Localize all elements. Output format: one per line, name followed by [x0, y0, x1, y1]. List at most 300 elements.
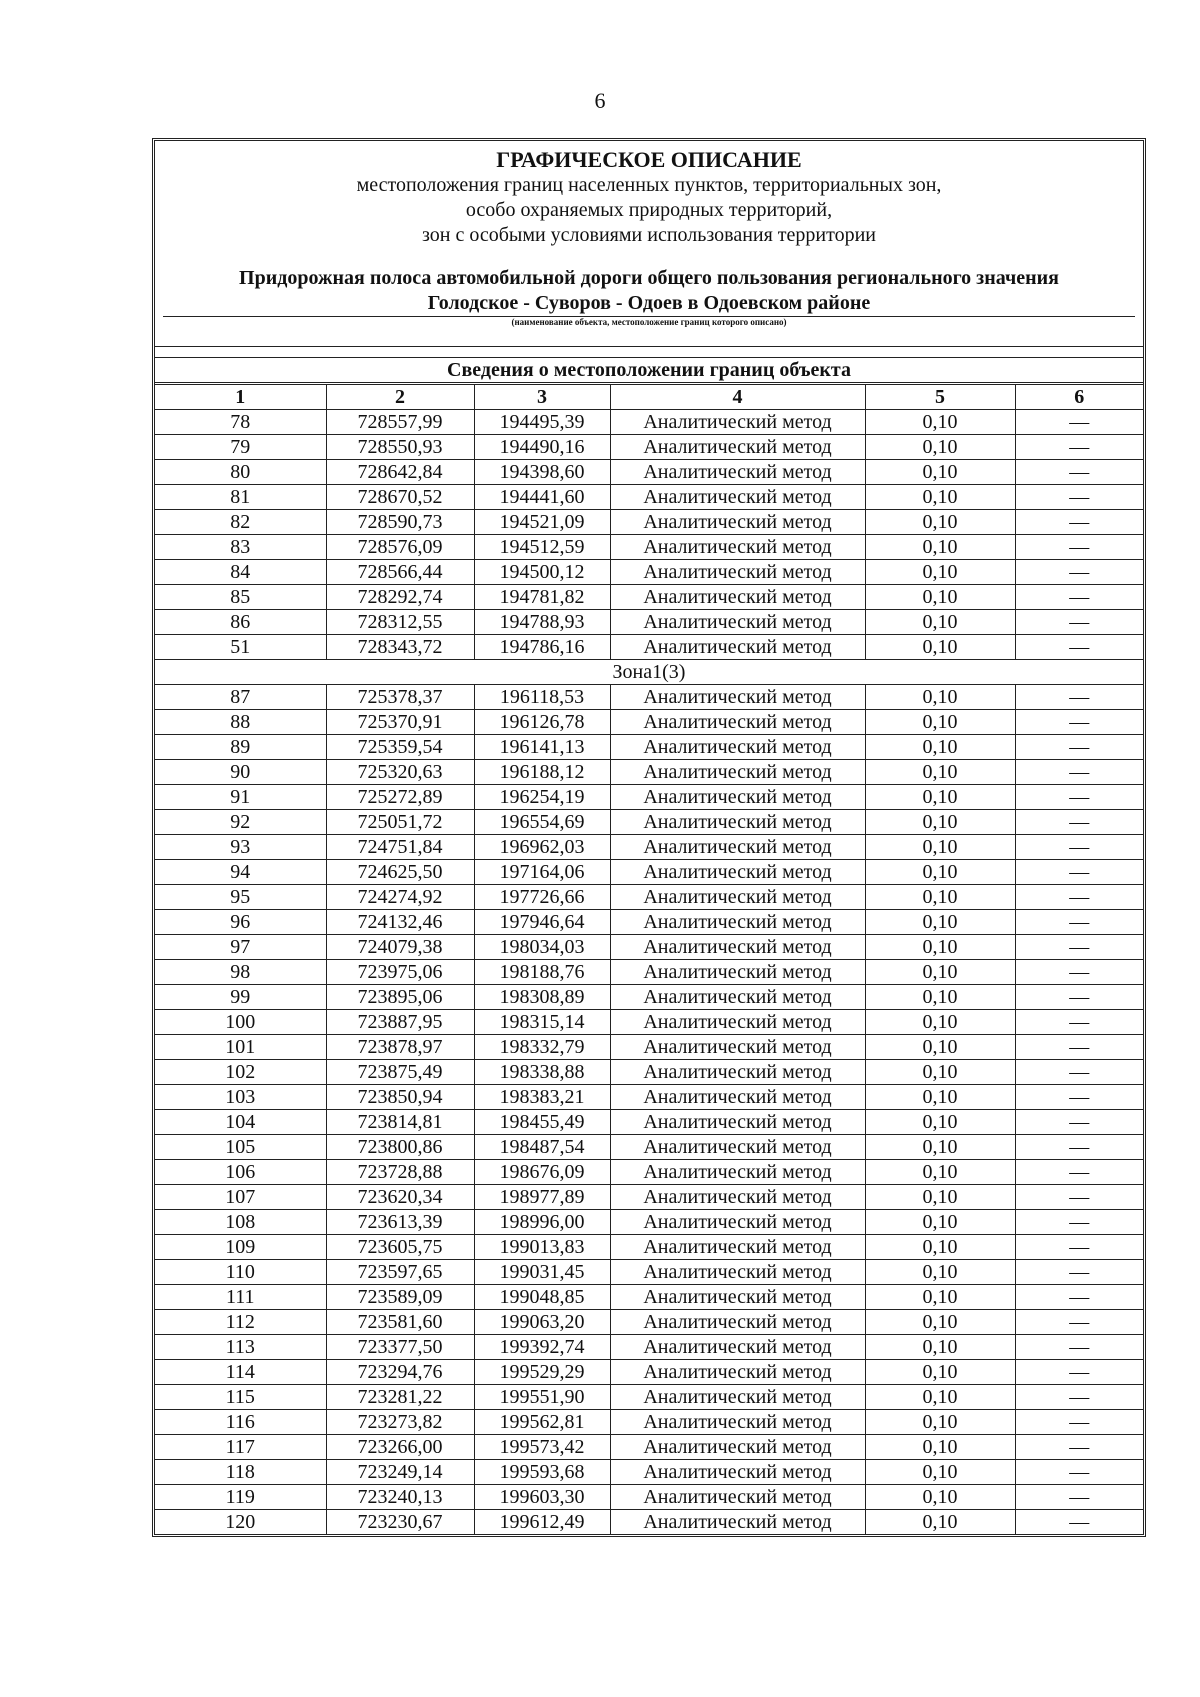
method-cell: Аналитический метод: [610, 585, 865, 610]
x-coordinate-cell: 728576,09: [326, 535, 474, 560]
subtitle-line-3: зон с особыми условиями использования территории: [421, 224, 877, 246]
table-row: [155, 585, 1143, 610]
method-cell: Аналитический метод: [610, 1110, 865, 1135]
description-cell: —: [1015, 1335, 1143, 1360]
description-cell: —: [1015, 435, 1143, 460]
method-cell: Аналитический метод: [610, 885, 865, 910]
description-cell: —: [1015, 560, 1143, 585]
method-cell: Аналитический метод: [610, 1410, 865, 1435]
x-coordinate-cell: 725051,72: [326, 810, 474, 835]
point-number-cell: 81: [155, 485, 326, 510]
point-number-cell: 85: [155, 585, 326, 610]
description-cell: —: [1015, 1060, 1143, 1085]
x-coordinate-cell: 728343,72: [326, 635, 474, 660]
method-cell: Аналитический метод: [610, 1310, 865, 1335]
method-cell: Аналитический метод: [610, 835, 865, 860]
y-coordinate-cell: 194781,82: [474, 585, 610, 610]
table-row: [155, 1485, 1143, 1510]
x-coordinate-cell: 723249,14: [326, 1460, 474, 1485]
y-coordinate-cell: 199562,81: [474, 1410, 610, 1435]
description-cell: —: [1015, 810, 1143, 835]
y-coordinate-cell: 196118,53: [474, 685, 610, 710]
y-coordinate-cell: 198487,54: [474, 1135, 610, 1160]
method-cell: Аналитический метод: [610, 1060, 865, 1085]
accuracy-cell: 0,10: [865, 810, 1015, 835]
point-number-cell: 115: [155, 1385, 326, 1410]
description-cell: —: [1015, 610, 1143, 635]
table-row: [155, 1185, 1143, 1210]
method-cell: Аналитический метод: [610, 1460, 865, 1485]
description-cell: —: [1015, 1235, 1143, 1260]
column-number-row: [155, 385, 1143, 410]
point-number-cell: 107: [155, 1185, 326, 1210]
method-cell: Аналитический метод: [610, 985, 865, 1010]
point-number-cell: 87: [155, 685, 326, 710]
description-cell: —: [1015, 935, 1143, 960]
point-number-cell: 111: [155, 1285, 326, 1310]
table-row: [155, 910, 1143, 935]
method-cell: Аналитический метод: [610, 735, 865, 760]
table-row: [155, 510, 1143, 535]
accuracy-cell: 0,10: [865, 510, 1015, 535]
x-coordinate-cell: 728642,84: [326, 460, 474, 485]
x-coordinate-cell: 723875,49: [326, 1060, 474, 1085]
column-number: 3: [474, 385, 610, 410]
description-cell: —: [1015, 1185, 1143, 1210]
accuracy-cell: 0,10: [865, 1410, 1015, 1435]
section-title: Сведения о местоположении границ объекта: [155, 357, 1143, 385]
table-row: [155, 1160, 1143, 1185]
accuracy-cell: 0,10: [865, 1285, 1015, 1310]
point-number-cell: 110: [155, 1260, 326, 1285]
document-header: [155, 147, 1143, 347]
column-number: 6: [1015, 385, 1143, 410]
description-cell: —: [1015, 1010, 1143, 1035]
point-number-cell: 100: [155, 1010, 326, 1035]
method-cell: Аналитический метод: [610, 460, 865, 485]
description-cell: —: [1015, 1510, 1143, 1535]
method-cell: Аналитический метод: [610, 760, 865, 785]
point-number-cell: 97: [155, 935, 326, 960]
x-coordinate-cell: 723895,06: [326, 985, 474, 1010]
description-cell: —: [1015, 960, 1143, 985]
point-number-cell: 94: [155, 860, 326, 885]
y-coordinate-cell: 199063,20: [474, 1310, 610, 1335]
point-number-cell: 86: [155, 610, 326, 635]
coordinates-table: [155, 385, 1143, 1534]
description-cell: —: [1015, 1135, 1143, 1160]
x-coordinate-cell: 723975,06: [326, 960, 474, 985]
x-coordinate-cell: 728670,52: [326, 485, 474, 510]
accuracy-cell: 0,10: [865, 1260, 1015, 1285]
zone-row: [155, 660, 1143, 685]
y-coordinate-cell: 196962,03: [474, 835, 610, 860]
table-row: [155, 1060, 1143, 1085]
x-coordinate-cell: 723377,50: [326, 1335, 474, 1360]
accuracy-cell: 0,10: [865, 1060, 1015, 1085]
accuracy-cell: 0,10: [865, 1160, 1015, 1185]
point-number-cell: 92: [155, 810, 326, 835]
description-cell: —: [1015, 1385, 1143, 1410]
y-coordinate-cell: 198996,00: [474, 1210, 610, 1235]
y-coordinate-cell: 199612,49: [474, 1510, 610, 1535]
y-coordinate-cell: 198383,21: [474, 1085, 610, 1110]
method-cell: Аналитический метод: [610, 1335, 865, 1360]
x-coordinate-cell: 728550,93: [326, 435, 474, 460]
table-row: [155, 1235, 1143, 1260]
x-coordinate-cell: 723266,00: [326, 1435, 474, 1460]
y-coordinate-cell: 196554,69: [474, 810, 610, 835]
table-row: [155, 710, 1143, 735]
accuracy-cell: 0,10: [865, 1110, 1015, 1135]
accuracy-cell: 0,10: [865, 735, 1015, 760]
point-number-cell: 113: [155, 1335, 326, 1360]
table-row: [155, 1460, 1143, 1485]
y-coordinate-cell: 194441,60: [474, 485, 610, 510]
x-coordinate-cell: 723613,39: [326, 1210, 474, 1235]
table-row: [155, 635, 1143, 660]
x-coordinate-cell: 723273,82: [326, 1410, 474, 1435]
point-number-cell: 88: [155, 710, 326, 735]
table-row: [155, 810, 1143, 835]
description-cell: —: [1015, 735, 1143, 760]
accuracy-cell: 0,10: [865, 835, 1015, 860]
x-coordinate-cell: 725370,91: [326, 710, 474, 735]
x-coordinate-cell: 723878,97: [326, 1035, 474, 1060]
accuracy-cell: 0,10: [865, 1085, 1015, 1110]
x-coordinate-cell: 723728,88: [326, 1160, 474, 1185]
description-cell: —: [1015, 1110, 1143, 1135]
description-cell: —: [1015, 585, 1143, 610]
point-number-cell: 78: [155, 410, 326, 435]
subtitle-line-2: особо охраняемых природных территорий,: [465, 199, 833, 221]
method-cell: Аналитический метод: [610, 1035, 865, 1060]
point-number-cell: 83: [155, 535, 326, 560]
description-cell: —: [1015, 910, 1143, 935]
table-row: [155, 885, 1143, 910]
description-cell: —: [1015, 1485, 1143, 1510]
method-cell: Аналитический метод: [610, 1160, 865, 1185]
table-row: [155, 1210, 1143, 1235]
accuracy-cell: 0,10: [865, 935, 1015, 960]
point-number-cell: 91: [155, 785, 326, 810]
column-number: 1: [155, 385, 326, 410]
accuracy-cell: 0,10: [865, 1385, 1015, 1410]
point-number-cell: 114: [155, 1360, 326, 1385]
y-coordinate-cell: 199048,85: [474, 1285, 610, 1310]
y-coordinate-cell: 199551,90: [474, 1385, 610, 1410]
table-row: [155, 1010, 1143, 1035]
point-number-cell: 120: [155, 1510, 326, 1535]
document-frame: [152, 138, 1146, 1537]
point-number-cell: 106: [155, 1160, 326, 1185]
table-row: [155, 460, 1143, 485]
method-cell: Аналитический метод: [610, 910, 865, 935]
table-row: [155, 685, 1143, 710]
point-number-cell: 112: [155, 1310, 326, 1335]
column-number: 5: [865, 385, 1015, 410]
accuracy-cell: 0,10: [865, 860, 1015, 885]
method-cell: Аналитический метод: [610, 1435, 865, 1460]
method-cell: Аналитический метод: [610, 1510, 865, 1535]
y-coordinate-cell: 197164,06: [474, 860, 610, 885]
accuracy-cell: 0,10: [865, 1185, 1015, 1210]
table-row: [155, 860, 1143, 885]
method-cell: Аналитический метод: [610, 685, 865, 710]
description-cell: —: [1015, 535, 1143, 560]
y-coordinate-cell: 199593,68: [474, 1460, 610, 1485]
method-cell: Аналитический метод: [610, 410, 865, 435]
y-coordinate-cell: 198676,09: [474, 1160, 610, 1185]
accuracy-cell: 0,10: [865, 985, 1015, 1010]
x-coordinate-cell: 728312,55: [326, 610, 474, 635]
y-coordinate-cell: 198034,03: [474, 935, 610, 960]
description-cell: —: [1015, 710, 1143, 735]
method-cell: Аналитический метод: [610, 785, 865, 810]
table-row: [155, 835, 1143, 860]
description-cell: —: [1015, 1210, 1143, 1235]
description-cell: —: [1015, 1435, 1143, 1460]
x-coordinate-cell: 723887,95: [326, 1010, 474, 1035]
method-cell: Аналитический метод: [610, 935, 865, 960]
accuracy-cell: 0,10: [865, 1485, 1015, 1510]
x-coordinate-cell: 724625,50: [326, 860, 474, 885]
x-coordinate-cell: 723230,67: [326, 1510, 474, 1535]
table-row: [155, 960, 1143, 985]
y-coordinate-cell: 197726,66: [474, 885, 610, 910]
method-cell: Аналитический метод: [610, 1085, 865, 1110]
accuracy-cell: 0,10: [865, 1010, 1015, 1035]
point-number-cell: 109: [155, 1235, 326, 1260]
accuracy-cell: 0,10: [865, 685, 1015, 710]
method-cell: Аналитический метод: [610, 535, 865, 560]
method-cell: Аналитический метод: [610, 810, 865, 835]
accuracy-cell: 0,10: [865, 1435, 1015, 1460]
y-coordinate-cell: 196141,13: [474, 735, 610, 760]
description-cell: —: [1015, 460, 1143, 485]
table-row: [155, 1510, 1143, 1535]
x-coordinate-cell: 723294,76: [326, 1360, 474, 1385]
y-coordinate-cell: 199529,29: [474, 1360, 610, 1385]
x-coordinate-cell: 728566,44: [326, 560, 474, 585]
description-cell: —: [1015, 760, 1143, 785]
y-coordinate-cell: 198455,49: [474, 1110, 610, 1135]
x-coordinate-cell: 723240,13: [326, 1485, 474, 1510]
y-coordinate-cell: 198332,79: [474, 1035, 610, 1060]
y-coordinate-cell: 196126,78: [474, 710, 610, 735]
x-coordinate-cell: 724751,84: [326, 835, 474, 860]
description-cell: —: [1015, 485, 1143, 510]
point-number-cell: 93: [155, 835, 326, 860]
table-row: [155, 935, 1143, 960]
method-cell: Аналитический метод: [610, 1135, 865, 1160]
point-number-cell: 80: [155, 460, 326, 485]
accuracy-cell: 0,10: [865, 485, 1015, 510]
method-cell: Аналитический метод: [610, 1260, 865, 1285]
accuracy-cell: 0,10: [865, 535, 1015, 560]
description-cell: —: [1015, 1260, 1143, 1285]
point-number-cell: 105: [155, 1135, 326, 1160]
y-coordinate-cell: 194490,16: [474, 435, 610, 460]
table-row: [155, 735, 1143, 760]
description-cell: —: [1015, 1085, 1143, 1110]
method-cell: Аналитический метод: [610, 960, 865, 985]
method-cell: Аналитический метод: [610, 1210, 865, 1235]
table-row: [155, 1085, 1143, 1110]
y-coordinate-cell: 199573,42: [474, 1435, 610, 1460]
point-number-cell: 118: [155, 1460, 326, 1485]
description-cell: —: [1015, 635, 1143, 660]
y-coordinate-cell: 199031,45: [474, 1260, 610, 1285]
accuracy-cell: 0,10: [865, 585, 1015, 610]
table-row: [155, 985, 1143, 1010]
accuracy-cell: 0,10: [865, 460, 1015, 485]
table-row: [155, 535, 1143, 560]
point-number-cell: 89: [155, 735, 326, 760]
y-coordinate-cell: 198977,89: [474, 1185, 610, 1210]
table-row: [155, 1385, 1143, 1410]
method-cell: Аналитический метод: [610, 710, 865, 735]
accuracy-cell: 0,10: [865, 910, 1015, 935]
accuracy-cell: 0,10: [865, 1335, 1015, 1360]
accuracy-cell: 0,10: [865, 560, 1015, 585]
table-row: [155, 435, 1143, 460]
accuracy-cell: 0,10: [865, 760, 1015, 785]
accuracy-cell: 0,10: [865, 785, 1015, 810]
accuracy-cell: 0,10: [865, 710, 1015, 735]
description-cell: —: [1015, 1460, 1143, 1485]
point-number-cell: 90: [155, 760, 326, 785]
accuracy-cell: 0,10: [865, 1310, 1015, 1335]
description-cell: —: [1015, 1360, 1143, 1385]
y-coordinate-cell: 194786,16: [474, 635, 610, 660]
accuracy-cell: 0,10: [865, 1035, 1015, 1060]
x-coordinate-cell: 728557,99: [326, 410, 474, 435]
point-number-cell: 51: [155, 635, 326, 660]
y-coordinate-cell: 199013,83: [474, 1235, 610, 1260]
point-number-cell: 102: [155, 1060, 326, 1085]
accuracy-cell: 0,10: [865, 610, 1015, 635]
method-cell: Аналитический метод: [610, 1485, 865, 1510]
x-coordinate-cell: 725359,54: [326, 735, 474, 760]
point-number-cell: 99: [155, 985, 326, 1010]
object-name-line-2: Голодское - Суворов - Одоев в Одоевском районе: [427, 292, 871, 314]
page-number: 6: [594, 88, 606, 113]
method-cell: Аналитический метод: [610, 1010, 865, 1035]
table-row: [155, 1260, 1143, 1285]
method-cell: Аналитический метод: [610, 1285, 865, 1310]
x-coordinate-cell: 728292,74: [326, 585, 474, 610]
table-row: [155, 1310, 1143, 1335]
table-row: [155, 1335, 1143, 1360]
point-number-cell: 116: [155, 1410, 326, 1435]
table-row: [155, 1360, 1143, 1385]
method-cell: Аналитический метод: [610, 860, 865, 885]
y-coordinate-cell: 194512,59: [474, 535, 610, 560]
x-coordinate-cell: 724079,38: [326, 935, 474, 960]
accuracy-cell: 0,10: [865, 1235, 1015, 1260]
method-cell: Аналитический метод: [610, 485, 865, 510]
point-number-cell: 103: [155, 1085, 326, 1110]
method-cell: Аналитический метод: [610, 610, 865, 635]
point-number-cell: 117: [155, 1435, 326, 1460]
point-number-cell: 79: [155, 435, 326, 460]
x-coordinate-cell: 723814,81: [326, 1110, 474, 1135]
header-spacer: [155, 347, 1143, 357]
description-cell: —: [1015, 410, 1143, 435]
x-coordinate-cell: 724274,92: [326, 885, 474, 910]
table-row: [155, 560, 1143, 585]
accuracy-cell: 0,10: [865, 1460, 1015, 1485]
point-number-cell: 101: [155, 1035, 326, 1060]
accuracy-cell: 0,10: [865, 1210, 1015, 1235]
table-row: [155, 1285, 1143, 1310]
point-number-cell: 95: [155, 885, 326, 910]
accuracy-cell: 0,10: [865, 1360, 1015, 1385]
object-name-caption: (наименование объекта, местоположение границ которого описано): [511, 317, 787, 327]
zone-label: Зона1(3): [155, 660, 1143, 685]
description-cell: —: [1015, 1410, 1143, 1435]
table-row: [155, 1135, 1143, 1160]
y-coordinate-cell: 199392,74: [474, 1335, 610, 1360]
y-coordinate-cell: 194521,09: [474, 510, 610, 535]
table-row: [155, 785, 1143, 810]
y-coordinate-cell: 194398,60: [474, 460, 610, 485]
y-coordinate-cell: 194500,12: [474, 560, 610, 585]
point-number-cell: 96: [155, 910, 326, 935]
method-cell: Аналитический метод: [610, 1235, 865, 1260]
description-cell: —: [1015, 835, 1143, 860]
description-cell: —: [1015, 885, 1143, 910]
accuracy-cell: 0,10: [865, 960, 1015, 985]
y-coordinate-cell: 194495,39: [474, 410, 610, 435]
document-title: ГРАФИЧЕСКОЕ ОПИСАНИЕ: [496, 147, 802, 172]
x-coordinate-cell: 725272,89: [326, 785, 474, 810]
y-coordinate-cell: 194788,93: [474, 610, 610, 635]
point-number-cell: 98: [155, 960, 326, 985]
y-coordinate-cell: 198308,89: [474, 985, 610, 1010]
y-coordinate-cell: 198315,14: [474, 1010, 610, 1035]
description-cell: —: [1015, 1160, 1143, 1185]
table-row: [155, 760, 1143, 785]
accuracy-cell: 0,10: [865, 1135, 1015, 1160]
column-number: 2: [326, 385, 474, 410]
x-coordinate-cell: 723589,09: [326, 1285, 474, 1310]
table-row: [155, 410, 1143, 435]
y-coordinate-cell: 198338,88: [474, 1060, 610, 1085]
x-coordinate-cell: 723850,94: [326, 1085, 474, 1110]
description-cell: —: [1015, 860, 1143, 885]
accuracy-cell: 0,10: [865, 410, 1015, 435]
x-coordinate-cell: 723581,60: [326, 1310, 474, 1335]
point-number-cell: 108: [155, 1210, 326, 1235]
x-coordinate-cell: 723620,34: [326, 1185, 474, 1210]
table-row: [155, 1435, 1143, 1460]
point-number-cell: 104: [155, 1110, 326, 1135]
y-coordinate-cell: 199603,30: [474, 1485, 610, 1510]
x-coordinate-cell: 728590,73: [326, 510, 474, 535]
x-coordinate-cell: 723281,22: [326, 1385, 474, 1410]
x-coordinate-cell: 725378,37: [326, 685, 474, 710]
x-coordinate-cell: 723800,86: [326, 1135, 474, 1160]
table-row: [155, 1410, 1143, 1435]
method-cell: Аналитический метод: [610, 1385, 865, 1410]
accuracy-cell: 0,10: [865, 635, 1015, 660]
description-cell: —: [1015, 685, 1143, 710]
column-number: 4: [610, 385, 865, 410]
x-coordinate-cell: 725320,63: [326, 760, 474, 785]
description-cell: —: [1015, 510, 1143, 535]
